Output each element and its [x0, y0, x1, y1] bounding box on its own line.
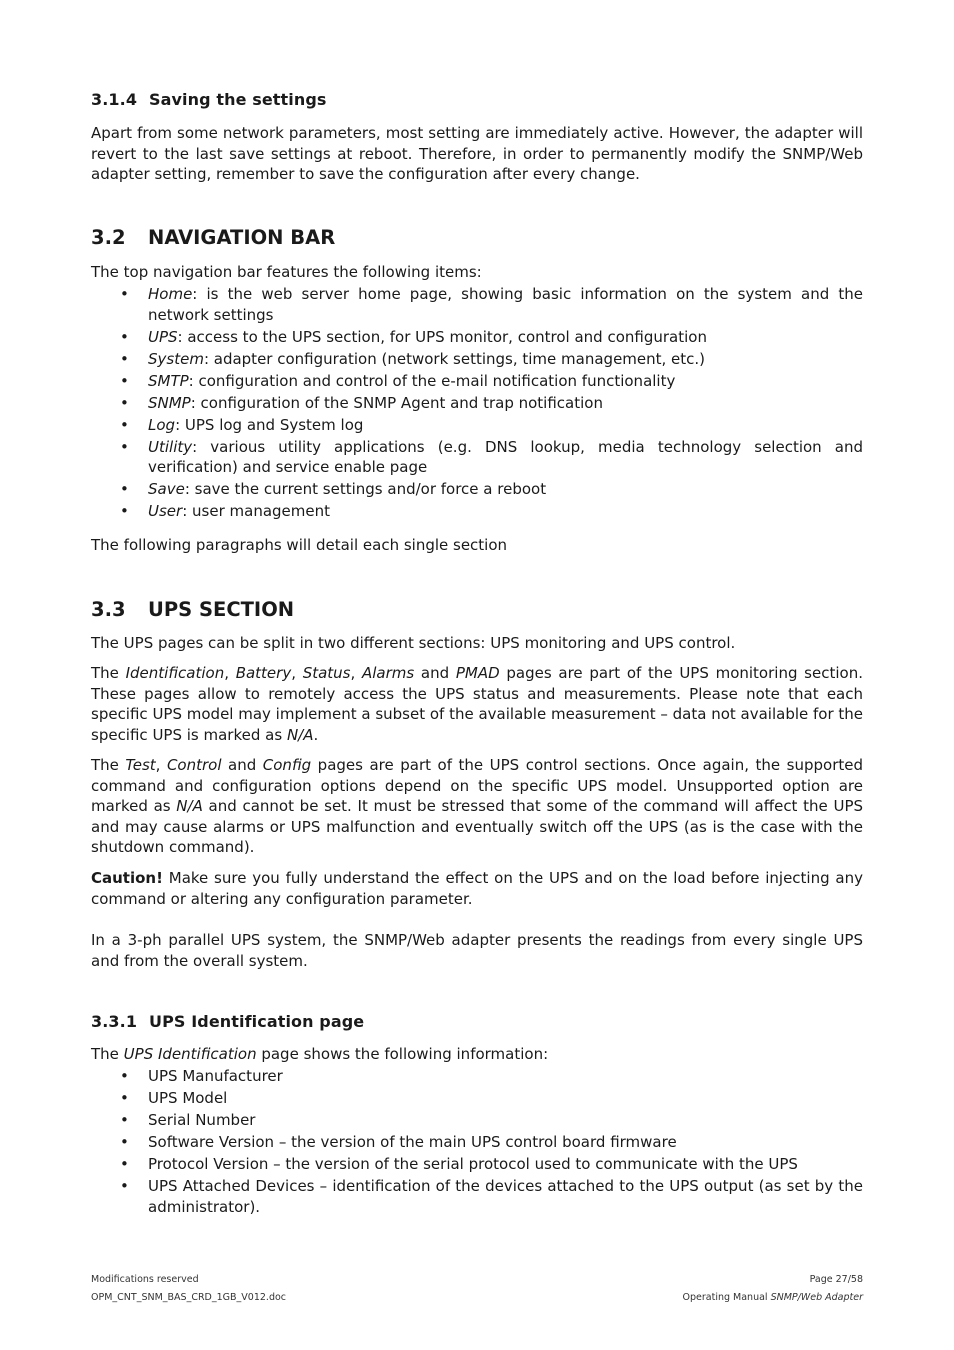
ups-p3: The Test, Control and Config pages are part of the UPS control sections. Once again, the supported command and configuration options depend on the specific UPS model. Unsupported option are marked as N/A and cannot be set. It must be stressed that some of the command will affect the UPS and may cause alarms or UPS malfunction and eventually switch off the UPS (as is the case with the shutdown command). [91, 756, 864, 856]
caution-paragraph: Caution! Make sure you fully understand the effect on the UPS and on the load before injecting any command or altering any configuration parameter. [91, 869, 863, 908]
nav-bar-list [91, 284, 863, 523]
section-3-2 [91, 226, 863, 249]
section-heading: 3.3 UPS SECTION [91, 598, 295, 621]
list-item: • UPS Manufacturer [91, 1066, 863, 1087]
footer-page-number: Page 27/58 [809, 1274, 863, 1285]
footer-doc-id: OPM_CNT_SNM_BAS_CRD_1GB_V012.doc [91, 1292, 287, 1303]
list-item: • System: adapter configuration (network settings, time management, etc.) [91, 349, 863, 370]
list-item: • Log: UPS log and System log [91, 415, 863, 436]
identification-intro: The UPS Identification page shows the following information: [91, 1045, 549, 1063]
identification-list [91, 1066, 863, 1219]
list-item: • Protocol Version – the version of the serial protocol used to communicate with the UPS [91, 1154, 863, 1175]
footer-manual-title: Operating Manual SNMP/Web Adapter [682, 1292, 863, 1303]
list-item: • Save: save the current settings and/or force a reboot [91, 479, 863, 500]
nav-bar-intro: The top navigation bar features the following items: [91, 263, 482, 281]
section-heading: 3.2 NAVIGATION BAR [91, 226, 336, 249]
list-item: • UPS Model [91, 1088, 863, 1109]
ups-p1: The UPS pages can be split in two different sections: UPS monitoring and UPS control. [91, 634, 736, 652]
list-item: • Serial Number [91, 1110, 863, 1131]
section-3-3 [91, 598, 863, 621]
list-item: • Software Version – the version of the main UPS control board firmware [91, 1132, 863, 1153]
section-3-1-4 [91, 90, 863, 109]
footer-modifications: Modifications reserved [91, 1274, 199, 1285]
section-heading: 3.1.4 Saving the settings [91, 90, 327, 109]
list-item: • SNMP: configuration of the SNMP Agent and trap notification [91, 393, 863, 414]
section-heading: 3.3.1 UPS Identification page [91, 1012, 365, 1031]
list-item: • SMTP: configuration and control of the e-mail notification functionality [91, 371, 863, 392]
list-item: • Utility: various utility applications (e.g. DNS lookup, media technology selection and verification) and service enable page [91, 437, 863, 478]
nav-bar-outro: The following paragraphs will detail each single section [91, 536, 508, 554]
section-3-3-1 [91, 1012, 863, 1031]
list-item: • UPS Attached Devices – identification of the devices attached to the UPS output (as set by the administrator). [91, 1176, 863, 1217]
ups-p5: In a 3-ph parallel UPS system, the SNMP/Web adapter presents the readings from every single UPS and from the overall system. [91, 931, 863, 970]
caution-label: Caution! [91, 869, 163, 887]
list-item: • Home: is the web server home page, showing basic information on the system and the network settings [91, 284, 863, 325]
saving-paragraph: Apart from some network parameters, most setting are immediately active. However, the adapter will revert to the last save settings at reboot. Therefore, in order to permanently modify the SNMP/Web adapter setting, remember to save the configuration after every change. [91, 124, 863, 183]
list-item: • UPS: access to the UPS section, for UPS monitor, control and configuration [91, 327, 863, 348]
ups-p2: The Identification, Battery, Status, Alarms and PMAD pages are part of the UPS monitoring section. These pages allow to remotely access the UPS status and measurements. Please note that each specific UPS model may implement a subset of the available measurement – data not available for the specific UPS is marked as N/A. [91, 664, 864, 744]
list-item: • User: user management [91, 501, 863, 522]
